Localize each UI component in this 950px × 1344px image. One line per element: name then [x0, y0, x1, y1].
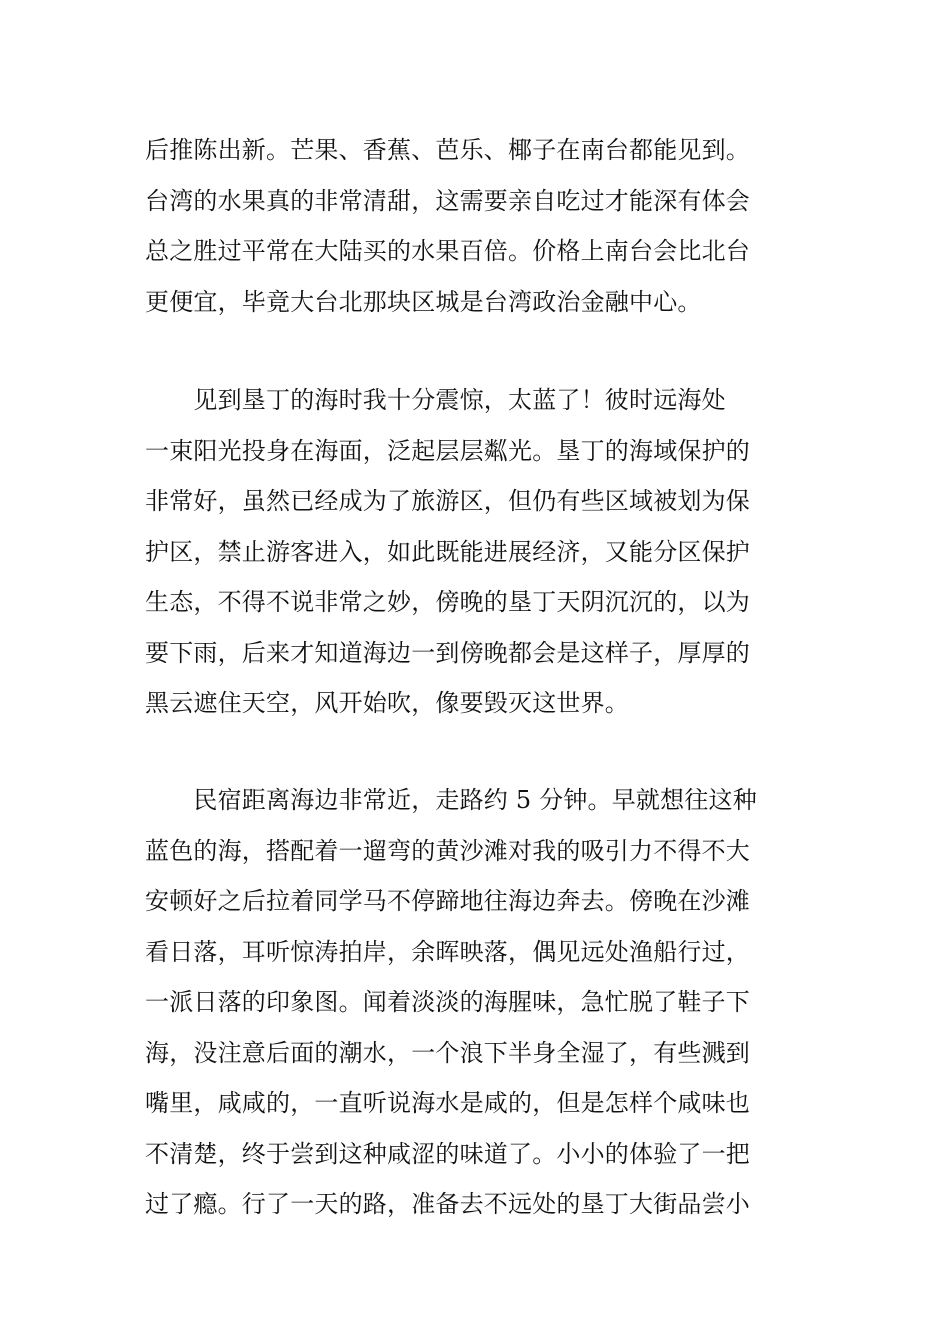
- paragraph-homestay-beach: [145, 775, 815, 1230]
- text-line: 护区，禁止游客进入，如此既能进展经济，又能分区保护: [145, 537, 750, 566]
- text-line: 一束阳光投身在海面，泛起层层粼光。垦丁的海域保护的: [145, 436, 750, 465]
- paragraph-kenting-sea: [145, 375, 815, 729]
- text-line: 过了瘾。行了一天的路，准备去不远处的垦丁大街品尝小: [145, 1190, 750, 1218]
- text-line: 安顿好之后拉着同学马不停蹄地往海边奔去。傍晚在沙滩: [145, 887, 750, 915]
- text-line: 要下雨，后来才知道海边一到傍晚都会是这样子，厚厚的: [145, 638, 750, 667]
- text-line: 后推陈出新。芒果、香蕉、芭乐、椰子在南台都能见到。: [145, 136, 750, 164]
- text-line: 一派日落的印象图。闻着淡淡的海腥味，急忙脱了鞋子下: [145, 988, 750, 1016]
- text-line: 嘴里，咸咸的，一直听说海水是咸的，但是怎样个咸味也: [145, 1089, 750, 1117]
- text-line: 总之胜过平常在大陆买的水果百倍。价格上南台会比北台: [145, 237, 750, 265]
- text-line: 非常好，虽然已经成为了旅游区，但仍有些区域被划为保: [145, 487, 750, 515]
- paragraph-fruit: [145, 125, 815, 327]
- text-line: 蓝色的海，搭配着一遛弯的黄沙滩对我的吸引力不得不大: [145, 836, 750, 865]
- text-line: 看日落，耳听惊涛拍岸，余晖映落，偶见远处渔船行过，: [145, 937, 750, 966]
- text-line: 不清楚，终于尝到这种咸涩的味道了。小小的体验了一把: [145, 1139, 750, 1168]
- text-line: 黑云遮住天空，风开始吹，像要毁灭这世界。: [145, 689, 629, 717]
- text-line: 生态，不得不说非常之妙，傍晚的垦丁天阴沉沉的，以为: [145, 588, 750, 616]
- text-line: 海，没注意后面的潮水，一个浪下半身全湿了，有些溅到: [145, 1038, 750, 1067]
- text-line: 台湾的水果真的非常清甜，这需要亲自吃过才能深有体会: [145, 186, 750, 215]
- text-line: 民宿距离海边非常近，走路约 5 分钟。早就想往这种: [145, 786, 757, 814]
- text-line: 见到垦丁的海时我十分震惊，太蓝了！彼时远海处: [145, 386, 726, 414]
- text-line: 更便宜，毕竟大台北那块区城是台湾政治金融中心。: [145, 287, 702, 316]
